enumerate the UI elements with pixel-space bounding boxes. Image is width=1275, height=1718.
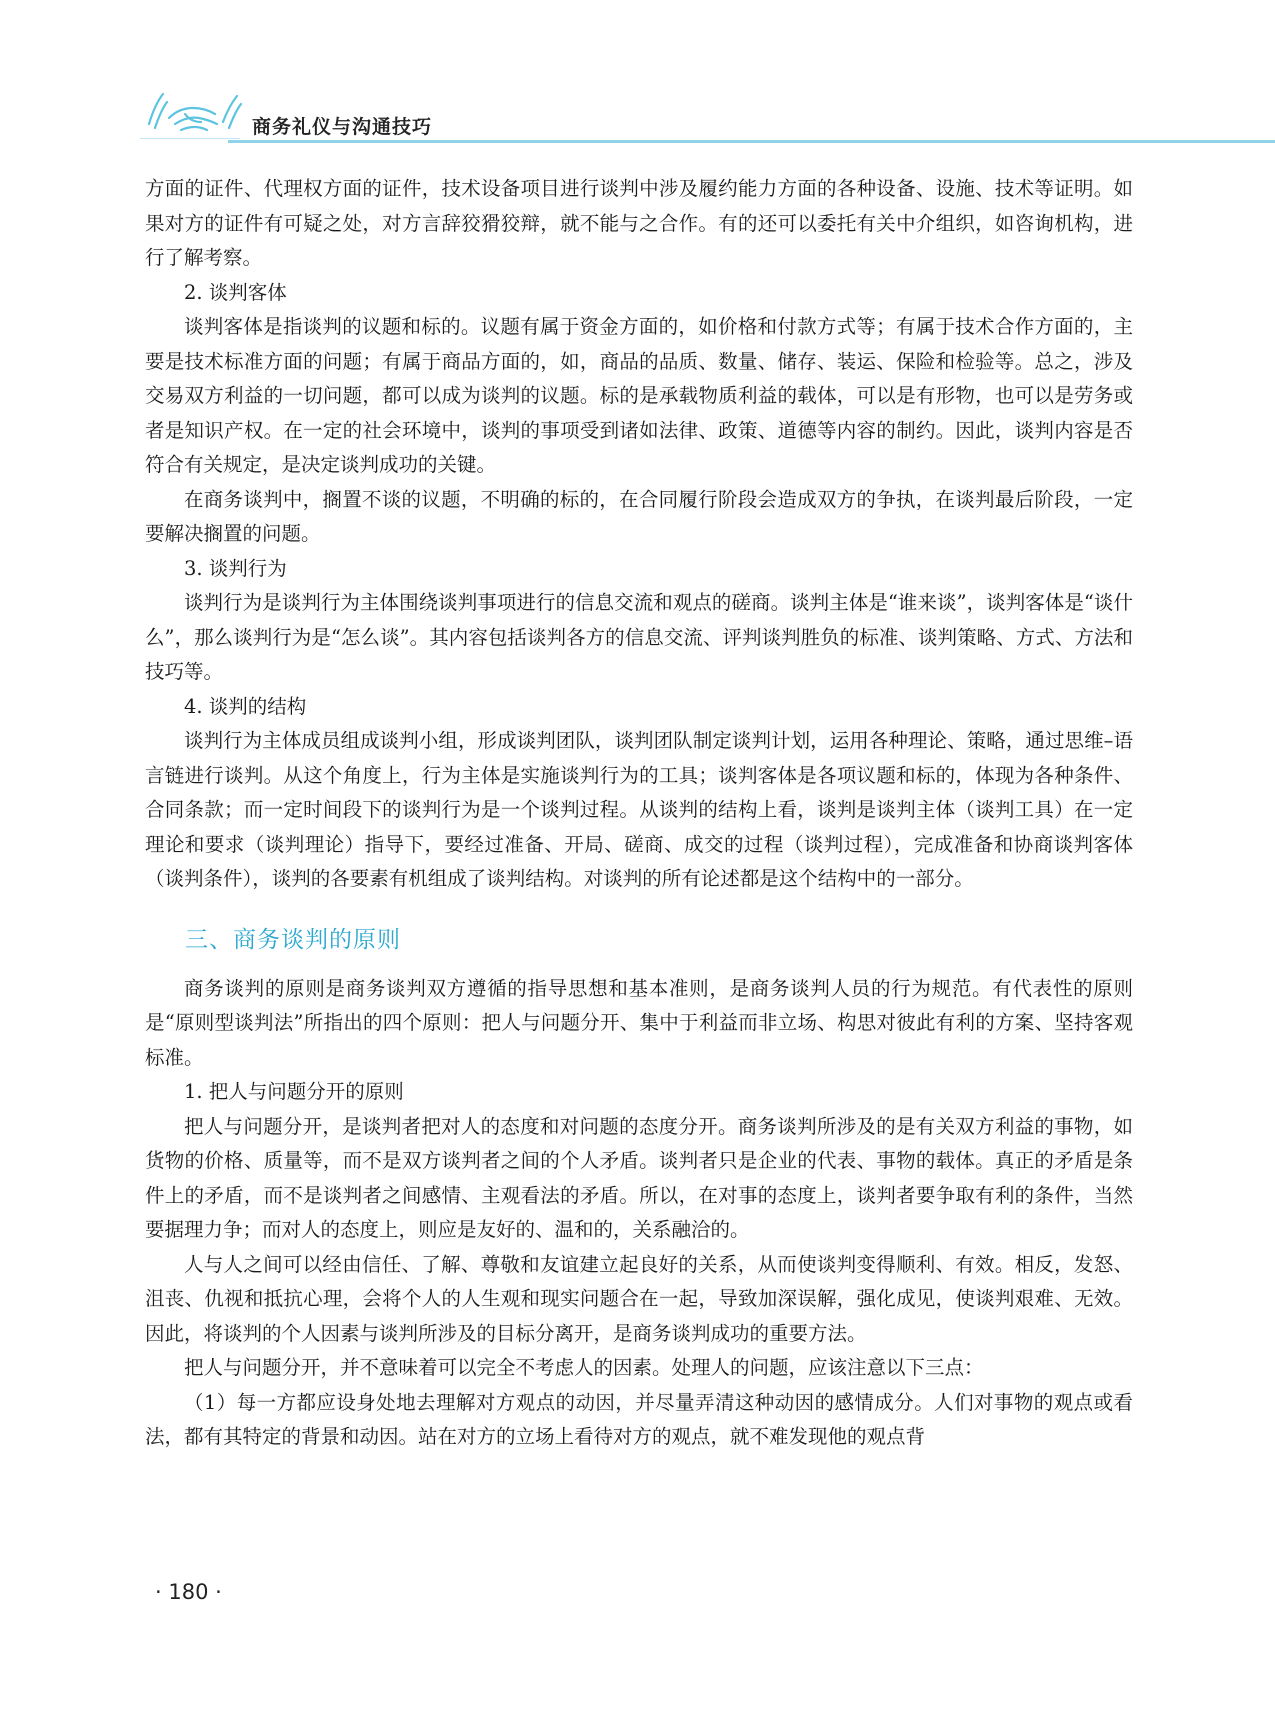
paragraph: 把人与问题分开，并不意味着可以完全不考虑人的因素。处理人的问题，应该注意以下三点：: [184, 1356, 984, 1379]
page-content: [145, 172, 1133, 1455]
paragraph: 谈判行为是谈判行为主体围绕谈判事项进行的信息交流和观点的磋商。谈判主体是“谁来谈”，谈判客体是“谈什么”，那么谈判行为是“怎么谈”。其内容包括谈判各方的信息交流、评判谈判胜负的标准、谈判策略、方式、方法和技巧等。: [145, 591, 1133, 683]
subheading-negotiation-behavior: 3. 谈判行为: [184, 556, 287, 580]
handshake-icon: [145, 84, 245, 136]
paragraph: （1）每一方都应设身处地去理解对方观点的动因，并尽量弄清这种动因的感情成分。人们对事物的观点或看法，都有其特定的背景和动因。站在对方的立场上看待对方的观点，就不难发现他的观点背: [145, 1390, 1133, 1448]
subheading-negotiation-object: 2. 谈判客体: [184, 280, 287, 304]
book-title: 商务礼仪与沟通技巧: [252, 116, 433, 138]
paragraph: 商务谈判的原则是商务谈判双方遵循的指导思想和基本准则，是商务谈判人员的行为规范。有代表性的原则是“原则型谈判法”所指出的四个原则：把人与问题分开、集中于利益而非立场、构思对彼此有利的方案、坚持客观标准。: [145, 976, 1133, 1069]
subheading-negotiation-structure: 4. 谈判的结构: [184, 694, 307, 718]
header-divider: [228, 140, 1275, 143]
subheading-separate-people-problem: 1. 把人与问题分开的原则: [184, 1080, 404, 1103]
paragraph: 在商务谈判中，搁置不谈的议题，不明确的标的，在合同履行阶段会造成双方的争执，在谈判最后阶段，一定要解决搁置的问题。: [145, 487, 1133, 545]
page-number: · 180 ·: [155, 1580, 222, 1604]
paragraph: 方面的证件、代理权方面的证件，技术设备项目进行谈判中涉及履约能力方面的各种设备、设施、技术等证明。如果对方的证件有可疑之处，对方言辞狡猾狡辩，就不能与之合作。有的还可以委托有关中介组织，如咨询机构，进行了解考察。: [145, 177, 1133, 269]
paragraph: 谈判行为主体成员组成谈判小组，形成谈判团队，谈判团队制定谈判计划，运用各种理论、策略，通过思维–语言链进行谈判。从这个角度上，行为主体是实施谈判行为的工具；谈判客体是各项议题和标的，体现为各种条件、合同条款；而一定时间段下的谈判行为是一个谈判过程。从谈判的结构上看，谈判是谈判主体（谈判工具）在一定理论和要求（谈判理论）指导下，要经过准备、开局、磋商、成交的过程（谈判过程），完成准备和协商谈判客体（谈判条件），谈判的各要素有机组成了谈判结构。对谈判的所有论述都是这个结构中的一部分。: [145, 729, 1133, 890]
page-header: [0, 0, 1275, 150]
paragraph: 谈判客体是指谈判的议题和标的。议题有属于资金方面的，如价格和付款方式等；有属于技术合作方面的，主要是技术标准方面的问题；有属于商品方面的，如，商品的品质、数量、储存、装运、保险和检验等。总之，涉及交易双方利益的一切问题，都可以成为谈判的议题。标的是承载物质利益的载体，可以是有形物，也可以是劳务或者是知识产权。在一定的社会环境中，谈判的事项受到诸如法律、政策、道德等内容的制约。因此，谈判内容是否符合有关规定，是决定谈判成功的关键。: [145, 315, 1133, 476]
paragraph: 把人与问题分开，是谈判者把对人的态度和对问题的态度分开。商务谈判所涉及的是有关双方利益的事物，如货物的价格、质量等，而不是双方谈判者之间的个人矛盾。谈判者只是企业的代表、事物的载体。真正的矛盾是条件上的矛盾，而不是谈判者之间感情、主观看法的矛盾。所以，在对事的态度上，谈判者要争取有利的条件，当然要据理力争；而对人的态度上，则应是友好的、温和的，关系融洽的。: [145, 1114, 1133, 1241]
paragraph: 人与人之间可以经由信任、了解、尊敬和友谊建立起良好的关系，从而使谈判变得顺利、有效。相反，发怒、沮丧、仇视和抵抗心理，会将个人的人生观和现实问题合在一起，导致加深误解，强化成见，使谈判艰难、无效。因此，将谈判的个人因素与谈判所涉及的目标分离开，是商务谈判成功的重要方法。: [145, 1252, 1133, 1345]
header-divider-accent: [140, 138, 240, 139]
section-title: 三、商务谈判的原则: [185, 926, 401, 953]
